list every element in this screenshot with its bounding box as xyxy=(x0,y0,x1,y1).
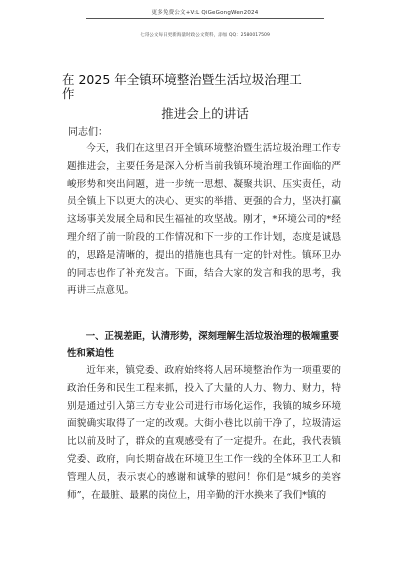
document-title-line2: 作 xyxy=(62,86,75,101)
header-banner: 更多免费公文+V:L QiGeGongWen2024 xyxy=(151,10,259,16)
document-title-line1: 在 2025 年全镇环境整治暨生活垃圾治理工 xyxy=(62,72,302,87)
paragraph-section1: 近年来，镇党委、政府始终将人居环境整治作为一项重要的政治任务和民生工程来抓，投入了大量的人力、物力、财力，特别是通过引入第三方专业公司进行市场化运作，我镇的城乡环境面貌确实取得了一定的改观。大街小巷比以前干净了，垃圾清运比以前及时了，群众的直观感受有了一定提升。在此，我代表镇党委、政府，向长期奋战在环境卫生工作一线的全体环卫工人和管理人员，表示衷心的感谢和诚挚的慰问！你们是“城乡的美容师”，在最脏、最累的岗位上，用辛勤的汗水换来了我们*镇的 xyxy=(67,365,341,501)
section-heading-1: 一、正视差距，认清形势，深刻理解生活垃圾治理的极端重要性和紧迫性 xyxy=(67,331,339,359)
document-title-line3: 推进会上的讲话 xyxy=(161,106,249,121)
header-divider xyxy=(86,18,324,19)
paragraph-intro: 今天，我们在这里召开全镇环境整治暨生活垃圾治理工作专题推进会，主要任务是深入分析当前我镇环境治理工作面临的严峻形势和突出问题，进一步统一思想、凝聚共识、压实责任，动员全镇上下以更大的决心、更实的举措、更强的合力，坚决打赢这场事关发展全局和民生福祉的攻坚战。刚才，*环境公司的*经理介绍了前一阶段的工作情况和下一步的工作计划，态度是诚恳的，思路是清晰的，提出的措施也具有一定的针对性。镇环卫办的同志也作了补充发言。下面，结合大家的发言和我的思考，我再讲三点意见。 xyxy=(67,143,341,297)
greeting: 同志们： xyxy=(68,127,108,138)
header-notice: 七哥公文每日更新海量时政公文资料，添加 QQ：2580017509 xyxy=(140,33,270,38)
